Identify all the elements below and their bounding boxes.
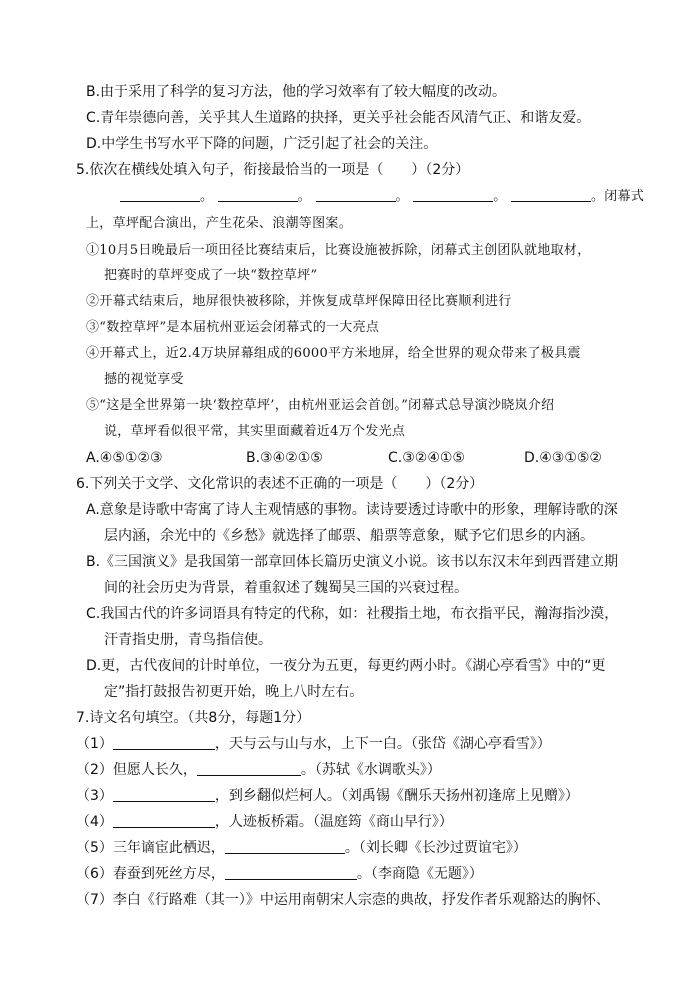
q6-option-b-cont: 间的社会历史为背景，着重叙述了魏蜀吴三国的兴衰过程。 <box>104 580 468 596</box>
q5-item-2: ②开幕式结束后，地屏很快被移除，并恢复成草坪保障田径比赛顺利进行 <box>86 294 512 309</box>
q7-item-num: （7） <box>76 892 113 908</box>
q7-item-2 <box>76 760 441 780</box>
q7-item-7 <box>76 890 610 910</box>
q5-blank-5[interactable] <box>511 187 591 202</box>
q5-passage-end: 上，草坪配合演出，产生花朵、浪潮等图案。 <box>86 216 353 231</box>
q5-stem: 5.依次在横线处填入句子，衔接最恰当的一项是（ ）（2分） <box>76 162 470 178</box>
q7-blank-1[interactable] <box>113 735 215 750</box>
q7-item-num: （2） <box>76 762 113 778</box>
q7-item-text: 三年谪宦此栖迟， <box>112 840 225 856</box>
q5-blanks-line <box>120 187 644 207</box>
q7-item-num: （5） <box>76 840 113 856</box>
q7-item-text: 但愿人长久， <box>112 762 197 778</box>
q7-item-6 <box>76 864 483 884</box>
q5-options <box>86 448 602 468</box>
q5-item-4-cont: 撼的视觉享受 <box>104 372 184 387</box>
q5-blank-3[interactable] <box>316 187 396 202</box>
q5-item-1: ①10月5日晚最后一项田径比赛结束后，比赛设施被拆除，闭幕式主创团队就地取材， <box>86 243 591 258</box>
q6-option-a: A.意象是诗歌中寄寓了诗人主观情感的事物。读诗要透过诗歌中的形象，理解诗歌的深 <box>86 502 618 518</box>
q7-blank-3[interactable] <box>113 787 215 802</box>
q7-item-num: （6） <box>76 866 113 882</box>
q7-item-text: 。（李商隐《无题》） <box>356 866 483 882</box>
q7-item-4 <box>76 812 453 832</box>
q5-blank-2[interactable] <box>218 187 298 202</box>
q7-item-text: ，人迹板桥霜。（温庭筠《商山早行》） <box>214 814 453 830</box>
q7-item-text: 。（苏轼《水调歌头》） <box>300 762 441 778</box>
q5-item-3: ③“数控草坪”是本届杭州亚运会闭幕式的一大亮点 <box>86 320 380 335</box>
q7-item-text: 。（刘长卿《长沙过贾谊宅》） <box>344 840 527 856</box>
q7-item-5 <box>76 838 527 858</box>
q6-option-c: C.我国古代的许多词语具有特定的代称，如：社稷指土地，布衣指平民，瀚海指沙漠， <box>86 606 619 622</box>
q6-option-b: B.《三国演义》是我国第一部章回体长篇历史演义小说。该书以东汉末年到西晋建立期 <box>86 554 619 570</box>
q7-item-text: ，到乡翻似烂柯人。（刘禹锡《酬乐天扬州初逢席上见赠》） <box>214 788 579 804</box>
q6-option-d: D.更，古代夜间的计时单位，一夜分为五更，每更约两小时。《湖心亭看雪》中的“更 <box>86 658 606 674</box>
q5-blank-4[interactable] <box>413 187 493 202</box>
q7-item-text: 李白《行路难（其一）》中运用南朝宋人宗悫的典故，抒发作者乐观豁达的胸怀、 <box>112 892 610 908</box>
q5-option-a[interactable]: A.④⑤①②③ <box>86 450 163 466</box>
q7-stem: 7.诗文名句填空。（共8分，每题1分） <box>76 710 311 726</box>
q4-option-d: D.中学生书写水平下降的问题，广泛引起了社会的关注。 <box>86 136 438 152</box>
q5-blank-sep: 。 <box>395 189 409 204</box>
q7-blank-2[interactable] <box>197 761 301 776</box>
q7-item-text: 春蚕到死丝方尽， <box>112 866 225 882</box>
q6-stem: 6.下列关于文学、文化常识的表述不正确的一项是（ ）（2分） <box>76 476 484 492</box>
q7-item-1 <box>76 734 551 754</box>
q5-blank-sep: 。 <box>297 189 312 204</box>
q6-option-c-cont: 汗青指史册，青鸟指信使。 <box>104 632 272 648</box>
q7-blank-4[interactable] <box>113 813 215 828</box>
q7-item-3 <box>76 786 579 806</box>
q5-option-c[interactable]: C.③②④①⑤ <box>388 450 465 466</box>
q7-blank-5[interactable] <box>225 839 345 854</box>
q4-option-b: B.由于采用了科学的复习方法，他的学习效率有了较大幅度的改动。 <box>86 84 507 100</box>
q5-item-1-cont: 把赛时的草坪变成了一块“数控草坪” <box>104 268 318 283</box>
q5-option-d[interactable]: D.④③①⑤② <box>524 450 602 466</box>
q6-option-a-cont: 层内涵，余光中的《乡愁》就选择了邮票、船票等意象，赋予它们思乡的内涵。 <box>104 528 594 544</box>
q5-blank-sep: 。 <box>493 189 507 204</box>
q7-item-num: （3） <box>76 788 113 804</box>
q5-blank-sep: 。 <box>200 189 214 204</box>
q5-blank-1[interactable] <box>120 187 200 202</box>
q7-item-num: （1） <box>76 736 113 752</box>
q7-item-text: ，天与云与山与水，上下一白。（张岱《湖心亭看雪》） <box>214 736 551 752</box>
q4-option-c: C.青年崇德向善，关乎其人生道路的抉择，更关乎社会能否风清气正、和谐友爱。 <box>86 110 591 126</box>
q7-item-num: （4） <box>76 814 113 830</box>
q5-blank-tail: 。闭幕式 <box>591 189 645 204</box>
q5-item-4: ④开幕式上，近2.4万块屏幕组成的6000平方米地屏，给全世界的观众带来了极具震 <box>86 346 581 361</box>
q5-option-b[interactable]: B.③④②①⑤ <box>246 450 323 466</box>
q6-option-d-cont: 定”指打鼓报告初更开始，晚上八时左右。 <box>104 684 364 700</box>
q5-item-5-cont: 说，草坪看似很平常，其实里面藏着近4万个发光点 <box>104 424 406 439</box>
q7-blank-6[interactable] <box>225 865 357 880</box>
q5-item-5: ⑤“这是全世界第一块‘数控草坪’，由杭州亚运会首创。”闭幕式总导演沙晓岚介绍 <box>86 398 555 413</box>
